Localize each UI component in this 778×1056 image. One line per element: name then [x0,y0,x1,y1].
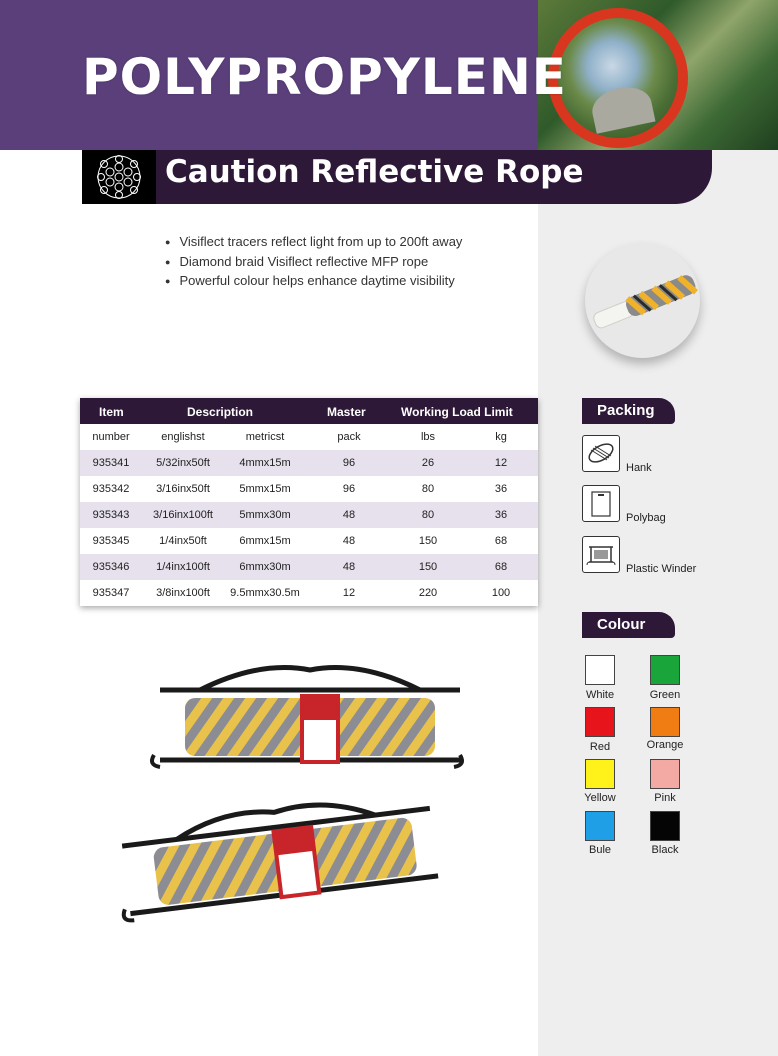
rope-cross-section-icon [82,150,156,204]
packing-heading: Packing [582,398,675,424]
colour-swatch-yellow [585,759,615,789]
packing-label: Hank [626,462,652,474]
cell-kg: 68 [494,561,508,573]
colour-label: White [585,689,615,701]
colour-label: Bule [588,844,612,856]
header-description: Description [187,405,254,419]
cell-lbs: 220 [418,587,438,599]
rope-winder-product-image [140,660,480,790]
winder-icon [582,536,620,573]
packing-label: Plastic Winder [626,563,697,575]
cell-kg: 36 [494,509,508,521]
packing-label: Polybag [626,512,666,524]
rope-logo [82,150,156,204]
rope-winder-product-image [110,795,450,925]
colour-label: Black [651,844,679,856]
cell-number: 935346 [92,561,130,573]
subheader-kg: kg [495,431,507,443]
table-row [80,476,538,502]
header-working-load-limit: Working Load Limit [401,405,513,419]
feature-list [165,233,462,292]
subheader-number: number [92,431,130,443]
colour-swatch-white [585,655,615,685]
cell-number: 935345 [92,535,130,547]
subheader-pack: pack [337,431,361,443]
cell-metric: 4mmx15m [239,457,291,469]
table-row [80,554,538,580]
cell-pack: 48 [342,535,356,547]
colour-label: Pink [654,792,676,804]
table-header [80,398,538,424]
cell-lbs: 150 [418,535,438,547]
table-row [80,502,538,528]
cell-metric: 5mmx30m [239,509,291,521]
colour-heading: Colour [582,612,675,638]
colour-swatch-blue [585,811,615,841]
cell-lbs: 150 [418,561,438,573]
cell-kg: 36 [494,483,508,495]
cell-metric: 6mmx15m [239,535,291,547]
colour-label: Orange [646,739,684,751]
hank-icon [582,435,620,472]
colour-swatch-orange [650,707,680,737]
cell-pack: 48 [342,561,356,573]
cell-kg: 12 [494,457,508,469]
colour-swatch-pink [650,759,680,789]
colour-label: Red [589,741,611,753]
polybag-icon [582,485,620,522]
table-row [80,450,538,476]
feature-item: ● Visiflect tracers reflect light from up to 200ft away [165,233,462,253]
cell-english: 3/8inx100ft [156,587,210,599]
cell-kg: 68 [494,535,508,547]
cell-pack: 96 [342,483,356,495]
cell-number: 935343 [92,509,130,521]
subheader-lbs: lbs [420,431,436,443]
colour-label: Yellow [584,792,616,804]
cell-kg: 100 [491,587,511,599]
cell-metric: 6mmx30m [239,561,291,573]
cell-english: 3/16inx50ft [156,483,210,495]
feature-item: ● Diamond braid Visiflect reflective MFP rope [165,253,462,273]
traffic-mirror-image [548,8,688,148]
cell-number: 935341 [92,457,130,469]
colour-swatch-green [650,655,680,685]
header-master: Master [327,405,366,419]
colour-swatch-red [585,707,615,737]
cell-english: 1/4inx50ft [159,535,207,547]
cell-english: 1/4inx100ft [156,561,210,573]
subheader-english: englishst [161,431,205,443]
table-subheader-row [80,424,538,450]
cell-lbs: 80 [421,509,435,521]
cell-metric: 9.5mmx30.5m [230,587,300,599]
cell-lbs: 80 [421,483,435,495]
table-row [80,580,538,606]
subheader-metric: metricst [245,431,285,443]
cell-english: 3/16inx100ft [153,509,213,521]
cell-lbs: 26 [421,457,435,469]
cell-pack: 48 [342,509,356,521]
feature-item: ● Powerful colour helps enhance daytime visibility [165,272,462,292]
cell-english: 5/32inx50ft [156,457,210,469]
rope-closeup-image [585,243,700,358]
cell-number: 935342 [92,483,130,495]
colour-swatch-black [650,811,680,841]
colour-label: Green [649,689,681,701]
cell-number: 935347 [92,587,130,599]
cell-metric: 5mmx15m [239,483,291,495]
cell-pack: 12 [342,587,356,599]
spec-table [80,398,538,606]
page-title: POLYPROPYLENE [82,48,567,106]
cell-pack: 96 [342,457,356,469]
product-subtitle: Caution Reflective Rope [165,154,584,190]
table-row [80,528,538,554]
header-item: Item [99,405,124,419]
